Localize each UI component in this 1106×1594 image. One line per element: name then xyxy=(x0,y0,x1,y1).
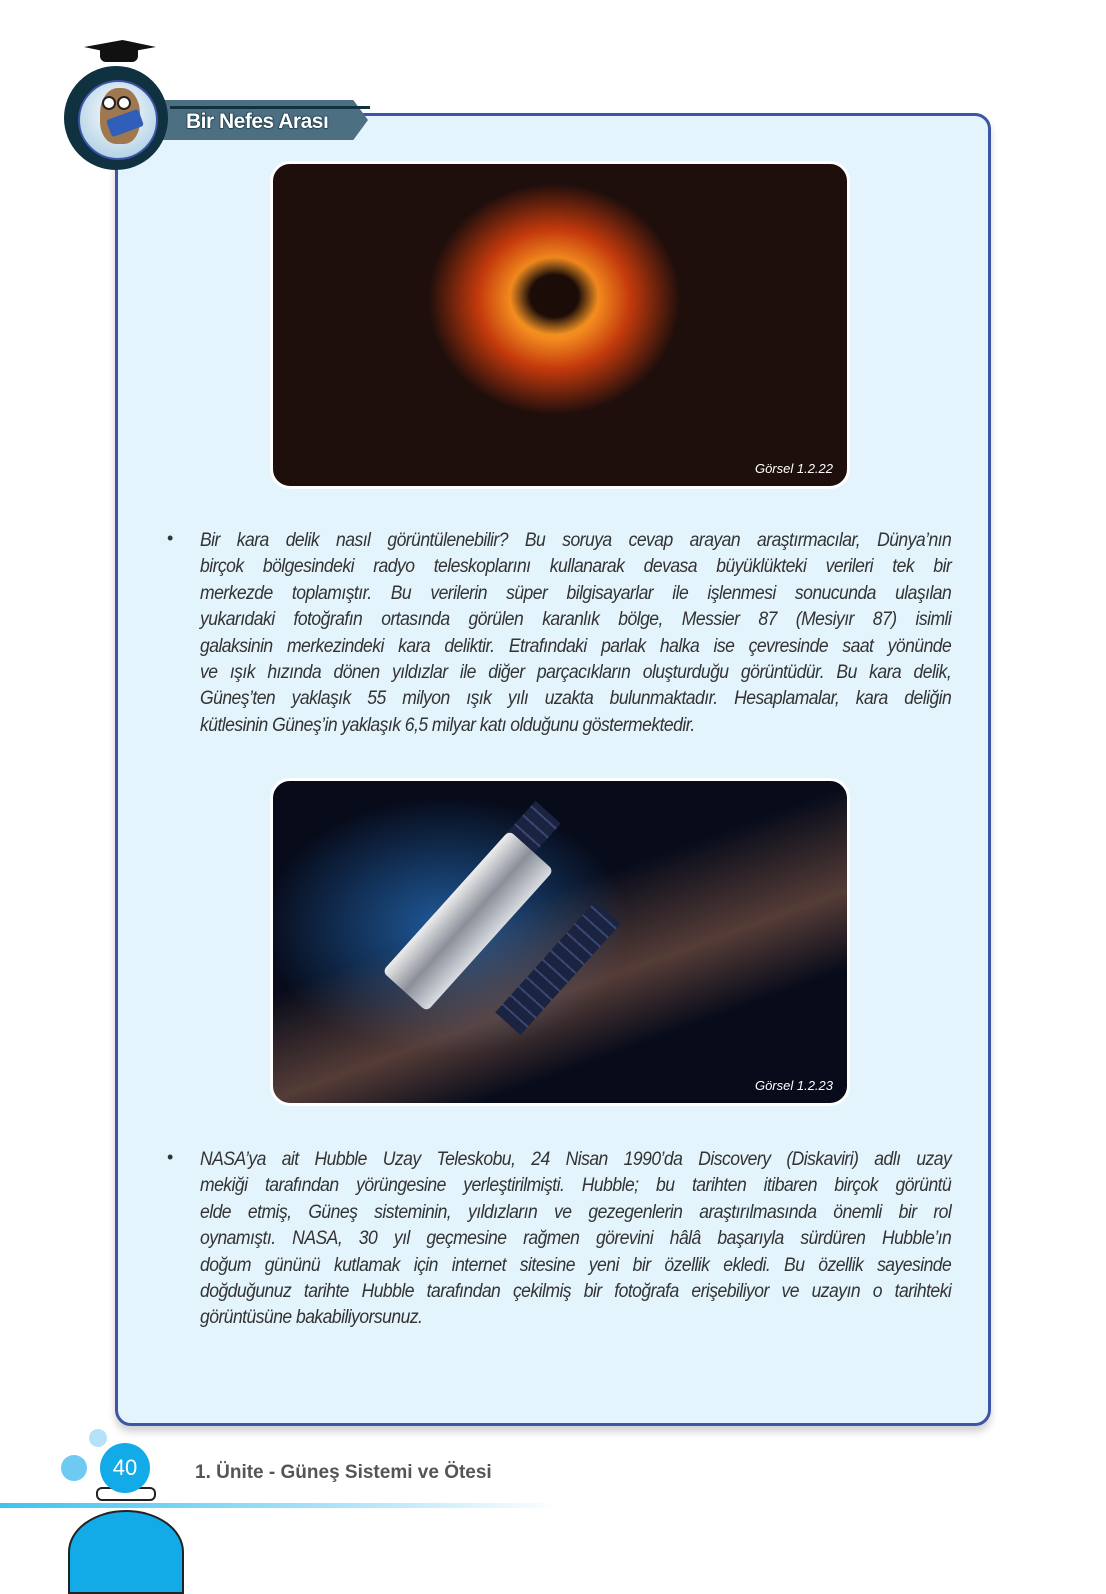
text-line: Güneş’ten yaklaşık 55 milyon ışık yılı uzakta bulunmaktadır. Hesaplamalar, kara deliğin xyxy=(200,687,952,710)
text-line: görüntüsüne bakabiliyorsunuz. xyxy=(200,1306,423,1329)
paragraph-black-hole xyxy=(200,527,952,738)
text-line: mekiği tarafından yörüngesine yerleştirilmişti. Hubble; bu tarihten itibaren birçok görüntü xyxy=(200,1174,952,1197)
solar-panel xyxy=(495,901,621,1035)
text-line: doğum gününü kutlamak için internet sitesine yeni bir özellik ekledi. Bu özellik sayesinde xyxy=(200,1253,952,1276)
text-line: elde etmiş, Güneş sisteminin, yıldızların ve gezegenlerin araştırılmasında önemli bir rol xyxy=(200,1200,952,1223)
text-line: Bir kara delik nasıl görüntülenebilir? Bu soruya cevap arayan araştırmacılar, Dünya’nın xyxy=(200,529,952,551)
text-line: doğduğunuz tarihte Hubble tarafından çekilmiş bir fotoğrafa erişebiliyor ve uzayın o tarihteki xyxy=(200,1280,952,1303)
owl-graduate-icon xyxy=(64,66,168,170)
bubble-icon xyxy=(89,1429,107,1447)
text-line: galaksinin merkezindeki kara deliktir. Etrafındaki parlak halka ise çevresinde saat yönünde xyxy=(200,634,952,657)
paragraph-hubble xyxy=(200,1146,952,1331)
graduation-cap-base xyxy=(100,50,138,62)
bullet: • xyxy=(167,1147,174,1167)
section-title: Bir Nefes Arası xyxy=(186,110,329,133)
bubble-icon xyxy=(61,1455,87,1481)
text-line: merkezde toplamıştır. Bu verilerin süper bilgisayarlar ile işlenmesi sonucunda ulaşılan xyxy=(200,581,952,604)
text-line: oynamıştı. NASA, 30 yıl geçmesine rağmen görevini hâlâ başarıyla sürdüren Hubble’ın xyxy=(200,1227,952,1250)
text-line: yukarıdaki fotoğrafın ortasında görülen karanlık bölge, Messier 87 (Mesiyır 87) isimli xyxy=(200,608,952,631)
text-line: kütlesinin Güneş’in yaklaşık 6,5 milyar katı olduğunu göstermektedir. xyxy=(200,713,695,736)
text-line: NASA’ya ait Hubble Uzay Teleskobu, 24 Nisan 1990’da Discovery (Diskaviri) adlı uzay xyxy=(200,1148,952,1170)
black-hole-image xyxy=(270,161,850,489)
footer-line xyxy=(0,1503,560,1508)
text-line: ve ışık hızında dönen yıldızlar ile diğer parçacıkların oluşturduğu görüntüdür. Bu kara delik, xyxy=(200,661,952,684)
unit-title: 1. Ünite - Güneş Sistemi ve Ötesi xyxy=(195,1462,492,1483)
banner-divider xyxy=(170,106,370,109)
hubble-telescope-image xyxy=(270,778,850,1106)
flask-icon xyxy=(68,1510,184,1594)
page-number: 40 xyxy=(100,1443,150,1493)
bullet: • xyxy=(167,528,174,548)
figure-caption: Görsel 1.2.22 xyxy=(754,461,833,476)
text-line: birçok bölgesindeki radyo teleskoplarını kullanarak devasa büyüklükteki verileri tek bir xyxy=(200,555,952,578)
figure-caption: Görsel 1.2.23 xyxy=(754,1078,833,1093)
